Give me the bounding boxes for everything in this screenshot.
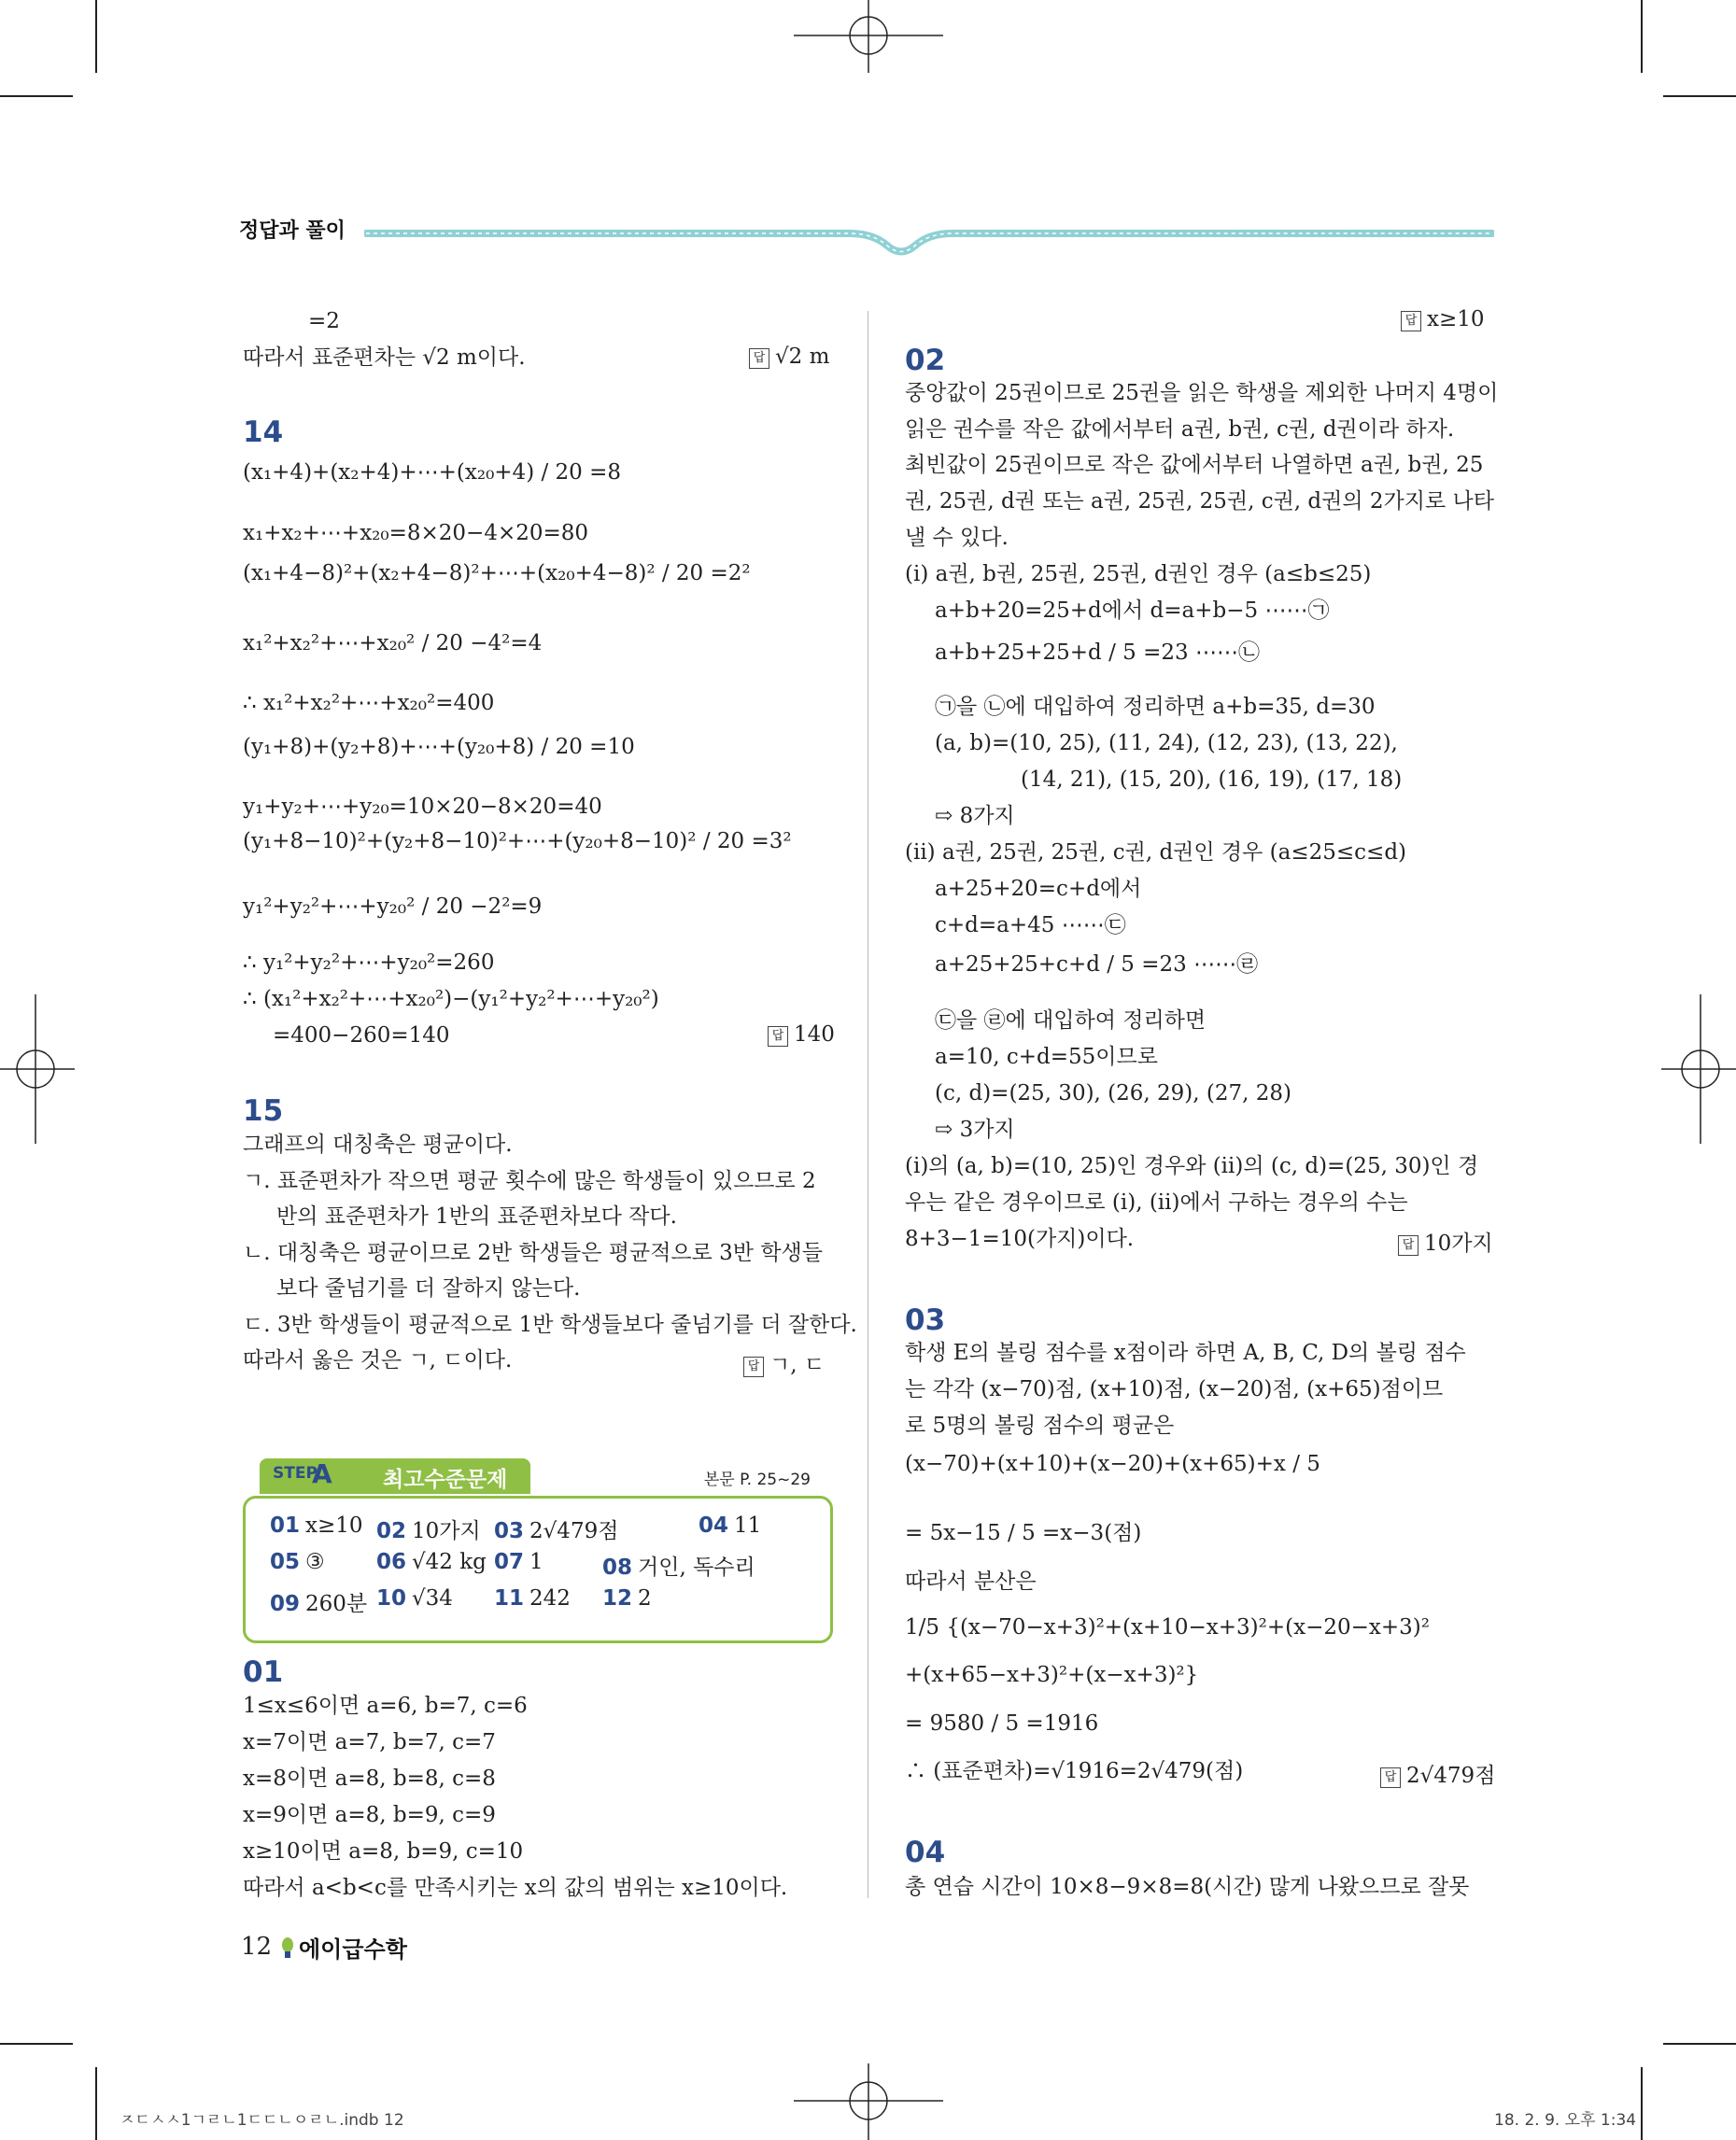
text-line: 따라서 a<b<c를 만족시키는 x의 값의 범위는 x≥10이다. xyxy=(243,1876,788,1900)
formula-line: ∴ x₁²+x₂²+⋯+x₂₀²=400 xyxy=(243,691,495,715)
text-line: 반의 표준편차가 1반의 표준편차보다 작다. xyxy=(276,1204,677,1229)
step-a-answer-panel xyxy=(243,1458,831,1640)
answer-mark xyxy=(1401,307,1485,331)
registration-mark-left xyxy=(0,994,75,1144)
step-answer-value: ③ xyxy=(305,1550,325,1574)
brand-name: 에이급수학 xyxy=(299,1936,407,1963)
answer-mark xyxy=(1380,1758,1495,1789)
text-line: 1≤x≤6이면 a=6, b=7, c=6 xyxy=(243,1694,528,1718)
step-answer xyxy=(270,1513,363,1538)
text-line: 최빈값이 25권이므로 작은 값에서부터 나열하면 a권, b권, 25 xyxy=(905,453,1484,477)
step-answer-value: 10가지 xyxy=(412,1519,481,1543)
text-line: c+d=a+45 ⋯⋯㉢ xyxy=(935,913,1126,937)
text-line: 읽은 권수를 작은 값에서부터 a권, b권, c권, d권이라 하자. xyxy=(905,417,1455,442)
text-line: ㄴ. 대칭축은 평균이므로 2반 학생들은 평균적으로 3반 학생들 xyxy=(243,1241,823,1265)
text-line: 따라서 옳은 것은 ㄱ, ㄷ이다. xyxy=(243,1348,513,1373)
text-line: (14, 21), (15, 20), (16, 19), (17, 18) xyxy=(1021,767,1403,792)
step-answer xyxy=(376,1586,453,1611)
answer-box-icon: 답 xyxy=(749,348,769,369)
step-answer xyxy=(270,1550,325,1574)
text-line: 총 연습 시간이 10×8−9×8=8(시간) 많게 나왔으므로 잘못 xyxy=(905,1875,1470,1899)
crop-mark xyxy=(1663,2043,1736,2045)
text-line: 따라서 분산은 xyxy=(905,1570,1037,1594)
answer-box-icon: 답 xyxy=(743,1357,764,1377)
text-line: 따라서 표준편차는 √2 m이다. xyxy=(243,345,526,370)
step-answer xyxy=(494,1513,618,1544)
crop-mark xyxy=(95,0,97,73)
step-answer xyxy=(494,1586,571,1611)
step-answer xyxy=(602,1586,652,1611)
step-answer-value: 2 xyxy=(638,1586,652,1611)
step-answer-num: 07 xyxy=(494,1550,525,1574)
answer-mark xyxy=(768,1022,835,1047)
formula-line: ∴ y₁²+y₂²+⋯+y₂₀²=260 xyxy=(243,950,495,975)
step-label: STEP xyxy=(273,1464,318,1483)
step-answer-num: 11 xyxy=(494,1586,525,1611)
text-line: (i) a권, b권, 25권, 25권, d권인 경우 (a≤b≤25) xyxy=(905,562,1372,586)
text-line: 로 5명의 볼링 점수의 평균은 xyxy=(905,1414,1175,1438)
step-title: 최고수준문제 xyxy=(383,1468,508,1492)
step-answer-num: 10 xyxy=(376,1586,407,1611)
text-line: 8+3−1=10(가지)이다. xyxy=(905,1227,1135,1251)
answer-mark xyxy=(1398,1226,1493,1257)
text-line: ⇨ 8가지 xyxy=(935,804,1015,828)
text-line: ㉠을 ㉡에 대입하여 정리하면 a+b=35, d=30 xyxy=(935,695,1376,719)
answer-value: 2√479점 xyxy=(1406,1764,1496,1788)
registration-mark-bottom xyxy=(794,2063,943,2140)
crop-mark xyxy=(1641,0,1643,73)
formula-line: (x₁+4−8)²+(x₂+4−8)²+⋯+(x₂₀+4−8)² / 20 =2² xyxy=(243,561,751,585)
step-answer xyxy=(699,1513,761,1538)
header-wave-line xyxy=(364,222,1494,261)
answer-value: √2 m xyxy=(775,345,830,369)
crop-mark xyxy=(0,2043,73,2045)
brand-bulb-icon xyxy=(280,1936,295,1961)
formula-line: a+b+25+25+d / 5 =23 ⋯⋯㉡ xyxy=(935,641,1260,665)
step-answer-num: 12 xyxy=(602,1586,633,1611)
step-answer-num: 02 xyxy=(376,1519,407,1543)
text-line: (c, d)=(25, 30), (26, 29), (27, 28) xyxy=(935,1081,1291,1105)
formula-line: y₁²+y₂²+⋯+y₂₀² / 20 −2²=9 xyxy=(243,894,543,919)
step-answer-value: 1 xyxy=(529,1550,543,1574)
formula-line: = 9580 / 5 =1916 xyxy=(905,1711,1099,1736)
text-line: x=8이면 a=8, b=8, c=8 xyxy=(243,1767,496,1791)
step-answer-num: 04 xyxy=(699,1513,729,1538)
step-answer-num: 08 xyxy=(602,1556,633,1580)
step-answer-num: 05 xyxy=(270,1550,301,1574)
question-number: 01 xyxy=(243,1655,284,1689)
step-answer-value: 242 xyxy=(529,1586,571,1611)
formula-line: =400−260=140 xyxy=(273,1023,450,1048)
step-answer-num: 01 xyxy=(270,1513,301,1538)
text-line: x=9이면 a=8, b=9, c=9 xyxy=(243,1803,496,1827)
header-title: 정답과 풀이 xyxy=(239,219,346,243)
text-line: ㉢을 ㉣에 대입하여 정리하면 xyxy=(935,1008,1207,1033)
file-name: ㅈㄷㅅㅅ1ㄱㄹㄴ1ㄷㄷㄴㅇㄹㄴ.indb 12 xyxy=(120,2111,404,2130)
formula-line: (x₁+4)+(x₂+4)+⋯+(x₂₀+4) / 20 =8 xyxy=(243,460,622,485)
answer-mark xyxy=(743,1347,825,1378)
formula-line: y₁+y₂+⋯+y₂₀=10×20−8×20=40 xyxy=(243,795,602,819)
text-line: 낼 수 있다. xyxy=(905,526,1009,550)
step-answer-num: 03 xyxy=(494,1519,525,1543)
text-line: x=7이면 a=7, b=7, c=7 xyxy=(243,1730,496,1754)
step-answer xyxy=(376,1513,481,1544)
answer-box-icon: 답 xyxy=(1401,311,1421,331)
text-line: ⇨ 3가지 xyxy=(935,1118,1015,1142)
formula-line: (x−70)+(x+10)+(x−20)+(x+65)+x / 5 xyxy=(905,1452,1320,1476)
text-line: a=10, c+d=55이므로 xyxy=(935,1045,1158,1069)
step-answer xyxy=(376,1550,487,1574)
step-answer-value: 거인, 독수리 xyxy=(638,1556,755,1580)
answer-mark xyxy=(749,345,829,369)
step-answer-value: √42 kg xyxy=(412,1550,487,1574)
formula-line: (y₁+8)+(y₂+8)+⋯+(y₂₀+8) / 20 =10 xyxy=(243,735,635,759)
text-line: 중앙값이 25권이므로 25권을 읽은 학생을 제외한 나머지 4명이 xyxy=(905,381,1499,405)
text-line: a+b+20=25+d에서 d=a+b−5 ⋯⋯㉠ xyxy=(935,598,1330,623)
formula-line: 1/5 {(x−70−x+3)²+(x+10−x+3)²+(x−20−x+3)² xyxy=(905,1615,1430,1640)
text-line: ∴ (표준편차)=√1916=2√479(점) xyxy=(905,1759,1244,1783)
step-letter: A xyxy=(312,1458,332,1489)
text-line: a+25+20=c+d에서 xyxy=(935,877,1142,901)
print-timestamp: 18. 2. 9. 오후 1:34 xyxy=(1494,2111,1637,2130)
registration-mark-top xyxy=(794,0,943,75)
question-number: 02 xyxy=(905,344,946,377)
question-number: 14 xyxy=(243,415,284,449)
step-answer-value: 2√479점 xyxy=(529,1519,619,1543)
step-answer-value: √34 xyxy=(412,1586,453,1611)
step-answer-value: 11 xyxy=(734,1513,762,1538)
text-line: (ii) a권, 25권, 25권, c권, d권인 경우 (a≤25≤c≤d) xyxy=(905,840,1407,865)
text-line: 는 각각 (x−70)점, (x+10)점, (x−20)점, (x+65)점이므 xyxy=(905,1377,1444,1401)
step-answer-value: 260분 xyxy=(305,1592,368,1616)
step-answer-num: 06 xyxy=(376,1550,407,1574)
question-number: 04 xyxy=(905,1836,946,1869)
crop-mark xyxy=(1663,95,1736,97)
text-line: 보다 줄넘기를 더 잘하지 않는다. xyxy=(276,1276,581,1301)
crop-mark xyxy=(0,95,73,97)
question-number: 15 xyxy=(243,1094,284,1128)
answer-value: x≥10 xyxy=(1427,307,1485,331)
formula-line: ∴ (x₁²+x₂²+⋯+x₂₀²)−(y₁²+y₂²+⋯+y₂₀²) xyxy=(243,987,659,1011)
answer-value: ㄱ, ㄷ xyxy=(769,1353,826,1377)
text-line: ㄷ. 3반 학생들이 평균적으로 1반 학생들보다 줄넘기를 더 잘한다. xyxy=(243,1313,857,1337)
answer-box-icon: 답 xyxy=(1380,1767,1401,1788)
crop-mark xyxy=(95,2067,97,2140)
crop-mark xyxy=(1641,2067,1643,2140)
step-answer xyxy=(270,1586,367,1617)
text-line: (i)의 (a, b)=(10, 25)인 경우와 (ii)의 (c, d)=(25, 30)인 경 xyxy=(905,1154,1479,1178)
step-answer xyxy=(494,1550,543,1574)
formula-line: = 5x−15 / 5 =x−3(점) xyxy=(905,1521,1142,1545)
formula-line: (y₁+8−10)²+(y₂+8−10)²+⋯+(y₂₀+8−10)² / 20 =3² xyxy=(243,829,792,853)
formula-line: x₁²+x₂²+⋯+x₂₀² / 20 −4²=4 xyxy=(243,631,543,655)
text-line: 우는 같은 경우이므로 (i), (ii)에서 구하는 경우의 수는 xyxy=(905,1190,1408,1215)
step-answer xyxy=(602,1550,755,1581)
text-line: 학생 E의 볼링 점수를 x점이라 하면 A, B, C, D의 볼링 점수 xyxy=(905,1341,1466,1365)
step-page-ref: 본문 P. 25~29 xyxy=(703,1471,811,1489)
text-line: x≥10이면 a=8, b=9, c=10 xyxy=(243,1839,524,1864)
answer-box-icon: 답 xyxy=(1398,1235,1418,1256)
text-line: =2 xyxy=(308,309,340,333)
answer-box-icon: 답 xyxy=(768,1026,788,1047)
text-line: ㄱ. 표준편차가 작으면 평균 횟수에 많은 학생들이 있으므로 2 xyxy=(243,1169,816,1193)
answer-value: 140 xyxy=(794,1022,835,1047)
step-answer-num: 09 xyxy=(270,1592,301,1616)
text-line: 권, 25권, d권 또는 a권, 25권, 25권, c권, d권의 2가지로 나타 xyxy=(905,489,1494,514)
step-tab xyxy=(260,1458,530,1494)
formula-line: x₁+x₂+⋯+x₂₀=8×20−4×20=80 xyxy=(243,521,589,545)
answer-value: 10가지 xyxy=(1424,1232,1493,1256)
text-line: 그래프의 대칭축은 평균이다. xyxy=(243,1133,513,1157)
step-answers-box xyxy=(243,1496,833,1643)
step-answer-value: x≥10 xyxy=(305,1513,363,1538)
formula-line: a+25+25+c+d / 5 =23 ⋯⋯㉣ xyxy=(935,952,1259,977)
text-line: (a, b)=(10, 25), (11, 24), (12, 23), (13, 22), xyxy=(935,731,1398,755)
formula-line: +(x+65−x+3)²+(x−x+3)²} xyxy=(905,1663,1199,1687)
question-number: 03 xyxy=(905,1303,946,1337)
registration-mark-right xyxy=(1661,994,1736,1144)
page-number: 12 xyxy=(241,1933,273,1961)
